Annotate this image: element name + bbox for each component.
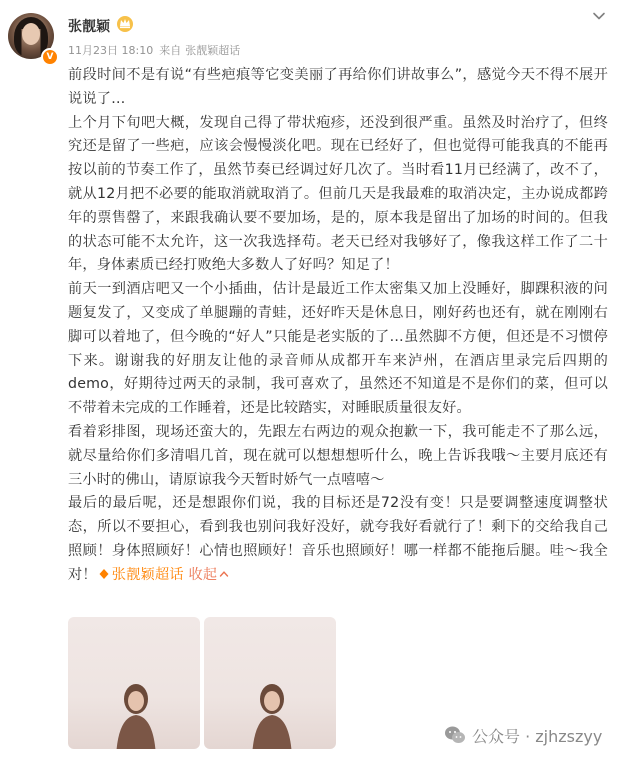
- post-paragraph-last: [68, 492, 608, 587]
- post-paragraph: 上个月下旬吧大概，发现自己得了带状疱疹，还没到很严重。虽然及时治疗了，但终究还是留了一些疤，应该会慢慢淡化吧。现在已经好了，但也觉得可能我真的不能再按以前的节奏工作了，虽然节奏已经调过好几次了。当时看11月已经满了，改不了，就从12月把不必要的能取消就取消了。但前几天是我最难的取消决定，主办说成都跨年的票售罄了，来跟我确认要不要加场，是的，原本我是留出了加场的时间的。但我的状态可能不太允许，这一次我选择苟。老天已经对我够好了，像我这样工作了二十年，身体素质已经打败绝大多数人了好吗？知足了！: [68, 114, 608, 274]
- post-paragraph-text: 最后的最后呢，还是想跟你们说，我的目标还是72没有变！只是要调整速度调整状态，所以不要担心，看到我也别问我好没好，就夸我好看就行了！剩下的交给我自己照顾！身体照顾好！心情也照顾好！音乐也照顾好！哪一样都不能拖后腿。哇～我全对！: [68, 495, 608, 583]
- post-meta: [68, 42, 246, 58]
- collapse-button[interactable]: [188, 567, 229, 583]
- post-date[interactable]: 11月23日 18:10: [68, 44, 154, 57]
- avatar-face: [22, 23, 40, 45]
- media-thumbnail[interactable]: [68, 617, 200, 749]
- post-text: [68, 64, 608, 588]
- photo-person: [232, 677, 312, 749]
- post-header: [0, 0, 628, 66]
- media-thumbnail[interactable]: [204, 617, 336, 749]
- post-paragraph: 前天一到酒店吧又一个小插曲，估计是最近工作太密集又加上没睡好，脚踝积液的问题复发了，又变成了单腿蹦的青蛙，还好昨天是休息日，刚好药也还有，就在刚刚右脚可以着地了，但今晚的“好人”只能是老实版的了…虽然脚不方便，但还是不习惯停下来。谢谢我的好朋友让他的录音师从成都开车来泸州，在酒店里录完后四期的demo，好期待过两天的录制，我可喜欢了，虽然还不知道是不是你们的菜，但可以不带着未完成的工作睡着，还是比较踏实，对睡眠质量很友好。: [68, 281, 608, 417]
- post-paragraph: 前段时间不是有说“有些疤痕等它变美丽了再给你们讲故事么”，感觉今天不得不展开说说了…: [68, 67, 608, 107]
- post-source[interactable]: 张靓颖超话: [185, 44, 241, 57]
- vip-crown-icon: [116, 15, 134, 32]
- wechat-icon: [444, 725, 466, 745]
- topic-icon: [98, 568, 110, 580]
- author-name[interactable]: 张靓颖: [68, 19, 110, 35]
- topic-link-label: 张靓颖超话: [111, 566, 184, 583]
- collapse-label: 收起: [188, 566, 218, 583]
- chevron-up-icon: [219, 569, 229, 579]
- chevron-down-icon[interactable]: [592, 9, 606, 23]
- photo-person: [96, 677, 176, 749]
- post-paragraph: 看着彩排图，现场还蛮大的，先跟左右两边的观众抱歉一下，我可能走不了那么远，就尽量给你们多清唱几首，现在就可以想想想听什么，晚上告诉我哦～主要月底还有三小时的佛山，请原谅我今天暂时娇气一点嘻嘻～: [68, 423, 608, 488]
- verified-icon: V: [41, 48, 59, 66]
- post-source-prefix: 来自: [159, 44, 182, 57]
- watermark-text: 公众号 · zjhzszyy: [472, 726, 603, 746]
- topic-link[interactable]: [97, 567, 184, 583]
- watermark: [444, 722, 602, 748]
